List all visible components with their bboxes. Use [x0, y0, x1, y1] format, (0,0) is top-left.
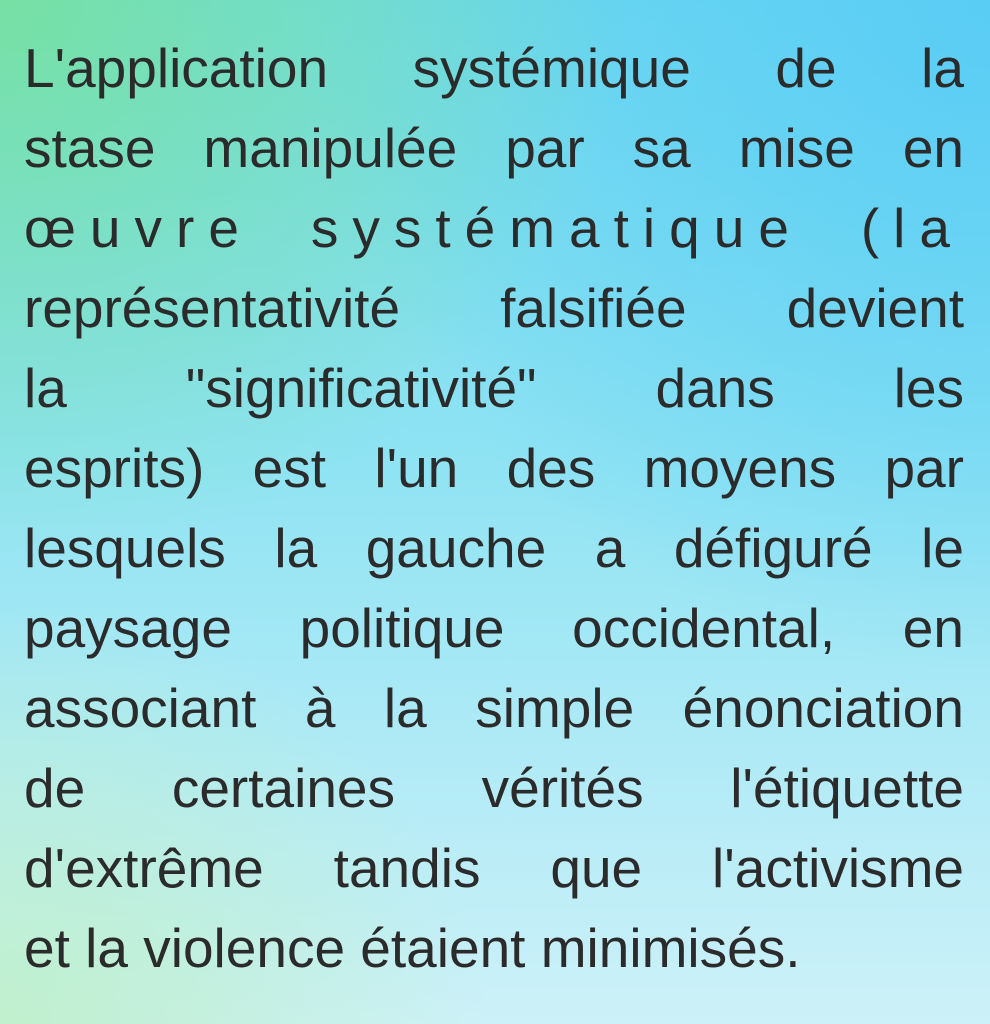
text-line-11: d'extrême tandis que l'activisme — [24, 837, 964, 899]
text-line-1: L'application systémique de la — [24, 37, 964, 99]
text-line-7: lesquels la gauche a défiguré le — [24, 517, 964, 579]
text-line-8: paysage politique occidental, en — [24, 597, 964, 659]
text-line-4: représentativité falsifiée devient — [24, 277, 964, 339]
quote-text-block — [24, 28, 964, 988]
text-line-3: œuvre systématique (la — [24, 197, 964, 259]
text-line-6: esprits) est l'un des moyens par — [24, 437, 964, 499]
text-line-2: stase manipulée par sa mise en — [24, 117, 964, 179]
text-line-9: associant à la simple énonciation — [24, 677, 964, 739]
text-line-12: et la violence étaient minimisés. — [24, 917, 801, 979]
text-line-5: la "significativité" dans les — [24, 357, 964, 419]
text-line-10: de certaines vérités l'étiquette — [24, 757, 964, 819]
